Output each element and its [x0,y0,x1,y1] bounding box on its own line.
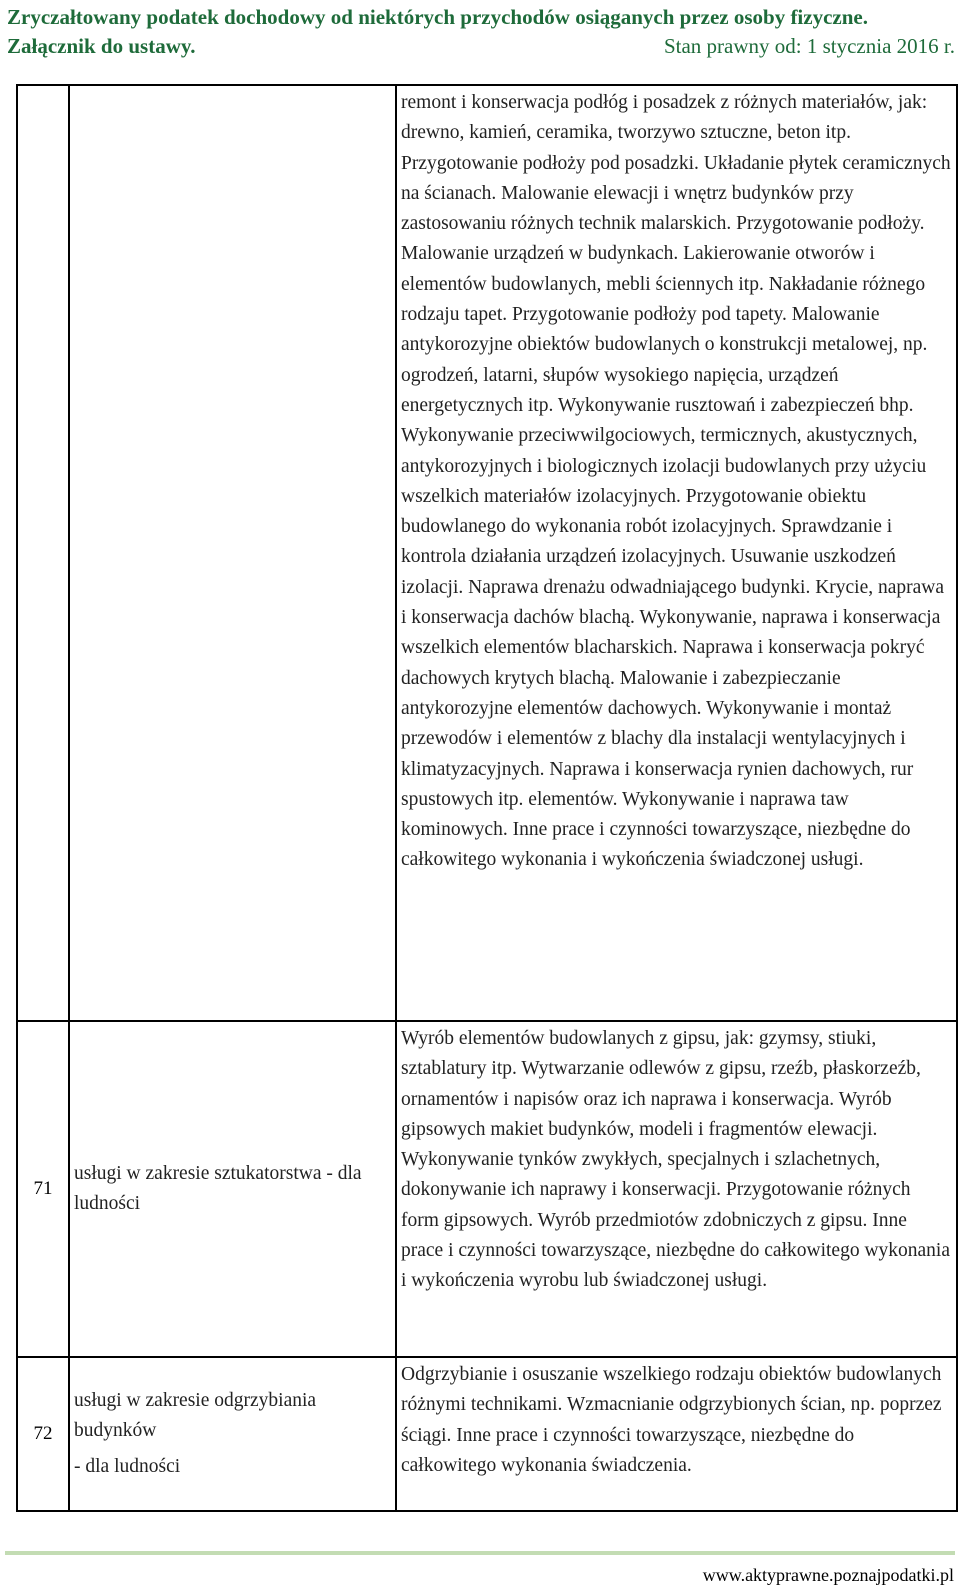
service-description: Odgrzybianie i osuszanie wszelkiego rodzaju obiektów budowlanych różnymi technikami. Wzmacnianie odgrzybionych ścian, np. poprzez ściągi. Inne prace i czynności towarzyszące, niezbędne do całkowitego wykonania świadczenia. [396,1357,957,1511]
legal-status-date: Stan prawny od: 1 stycznia 2016 r. [663,34,955,58]
row-number: 72 [17,1357,69,1511]
document-title: Zryczałtowany podatek dochodowy od niektórych przychodów osiąganych przez osoby fizyczne. [7,5,868,29]
service-name: usługi w zakresie odgrzybiania budynków - dla ludności [69,1357,396,1511]
service-name [69,85,396,1021]
services-table [16,84,958,1512]
service-description: Wyrób elementów budowlanych z gipsu, jak: gzymsy, stiuki, sztablatury itp. Wytwarzanie odlewów z gipsu, rzeźb, płaskorzeźb, ornamentów i napisów oraz ich naprawa i konserwacja. Wyrób gipsowych makiet budynków, modeli i fragmentów elewacji. Wykonywanie tynków zwykłych, specjalnych i szlachetnych, dokonywanie ich naprawy i konserwacji. Przygotowanie różnych form gipsowych. Wyrób przedmiotów zdobniczych z gipsu. Inne prace i czynności towarzyszące, niezbędne do całkowitego wykonania i wykończenia wyrobu lub świadczonej usługi. [396,1021,957,1357]
row-number: 71 [17,1021,69,1357]
footer-divider [5,1551,955,1555]
service-name: usługi w zakresie sztukatorstwa - dla ludności [69,1021,396,1357]
row-number [17,85,69,1021]
document-subtitle: Załącznik do ustawy. [7,34,196,58]
table-row [17,85,957,1021]
footer-url[interactable]: www.aktyprawne.poznajpodatki.pl [702,1565,954,1585]
table-row [17,1021,957,1357]
table-row [17,1357,957,1511]
service-description: remont i konserwacja podłóg i posadzek z różnych materiałów, jak: drewno, kamień, ceramika, tworzywo sztuczne, beton itp. Przygotowanie podłoży pod posadzki. Układanie płytek ceramicznych na ścianach. Malowanie elewacji i wnętrz budynków przy zastosowaniu różnych technik malarskich. Przygotowanie podłoży. Malowanie urządzeń w budynkach. Lakierowanie otworów i elementów budowlanych, mebli ściennych itp. Nakładanie różnego rodzaju tapet. Przygotowanie podłoży pod tapety. Malowanie antykorozyjne obiektów budowlanych o konstrukcji metalowej, np. ogrodzeń, latarni, słupów wysokiego napięcia, urządzeń energetycznych itp. Wykonywanie rusztowań i zabezpieczeń bhp. Wykonywanie przeciwwilgociowych, termicznych, akustycznych, antykorozyjnych i biologicznych izolacji budowlanych przy użyciu wszelkich materiałów izolacyjnych. Przygotowanie obiektu budowlanego do wykonania robót izolacyjnych. Sprawdzanie i kontrola działania urządzeń izolacyjnych. Usuwanie uszkodzeń izolacji. Naprawa drenażu odwadniającego budynki. Krycie, naprawa i konserwacja dachów blachą. Wykonywanie, naprawa i konserwacja wszelkich elementów blacharskich. Naprawa i konserwacja pokryć dachowych krytych blachą. Malowanie i zabezpieczanie antykorozyjne elementów dachowych. Wykonywanie i montaż przewodów i elementów z blachy dla instalacji wentylacyjnych i klimatyzacyjnych. Naprawa i konserwacja rynien dachowych, rur spustowych itp. elementów. Wykonywanie i naprawa taw kominowych. Inne prace i czynności towarzyszące, niezbędne do całkowitego wykonania i wykończenia świadczonej usługi. [396,85,957,1021]
document-subtitle-row [7,34,955,59]
